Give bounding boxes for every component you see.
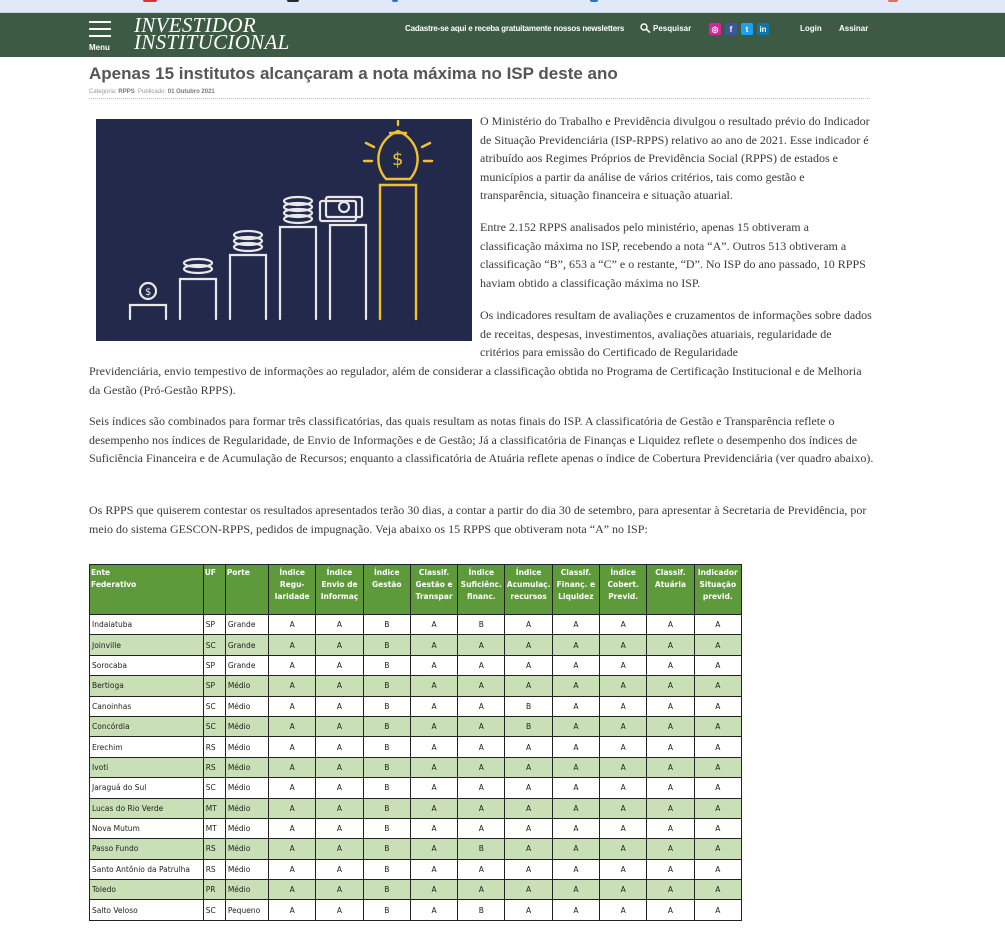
table-cell: Bertioga xyxy=(90,676,204,696)
table-cell: A xyxy=(269,839,316,859)
table-cell: RS xyxy=(203,737,225,757)
table-cell: A xyxy=(647,798,694,818)
table-cell: A xyxy=(647,757,694,777)
table-cell: A xyxy=(600,757,647,777)
table-cell: A xyxy=(600,635,647,655)
meta-published: 01 Outubro 2021 xyxy=(167,89,215,95)
table-cell: B xyxy=(363,859,410,879)
table-cell: A xyxy=(458,778,505,798)
table-cell: A xyxy=(694,615,741,635)
table-cell: A xyxy=(410,778,457,798)
table-cell: Médio xyxy=(225,757,268,777)
table-cell: Médio xyxy=(225,818,268,838)
table-cell: A xyxy=(647,655,694,675)
table-cell: A xyxy=(316,635,363,655)
table-cell: A xyxy=(647,615,694,635)
table-cell: SP xyxy=(203,655,225,675)
table-cell: A xyxy=(647,880,694,900)
money-growth-illustration xyxy=(96,119,472,341)
table-cell: Lucas do Rio Verde xyxy=(90,798,204,818)
table-cell: A xyxy=(694,676,741,696)
article-title: Apenas 15 institutos alcançaram a nota máxima no ISP deste ano xyxy=(89,64,618,83)
table-cell: A xyxy=(410,737,457,757)
table-cell: A xyxy=(458,655,505,675)
table-cell: A xyxy=(600,676,647,696)
table-cell: SC xyxy=(203,716,225,736)
table-cell: A xyxy=(458,635,505,655)
table-cell: Médio xyxy=(225,778,268,798)
table-cell: A xyxy=(316,798,363,818)
table-cell: A xyxy=(552,880,599,900)
table-cell: B xyxy=(363,716,410,736)
article-meta xyxy=(89,89,215,95)
table-cell: A xyxy=(269,635,316,655)
table-row xyxy=(90,716,742,736)
search-icon xyxy=(640,23,651,33)
linkedin-icon[interactable]: in xyxy=(757,23,769,35)
table-cell: A xyxy=(505,635,552,655)
article-paragraph-3b: Previdenciária, envio tempestivo de informações ao regulador, além de considerar a classificação obtida no Programa de Certificação Institucional e de Melhoria da Gestão (Pró-Gestão RPPS). xyxy=(89,364,862,397)
table-cell: A xyxy=(316,839,363,859)
column-header: Índice Acumulaç. recursos xyxy=(505,565,552,615)
table-cell: A xyxy=(269,880,316,900)
table-cell: A xyxy=(505,655,552,675)
instagram-icon[interactable]: ◎ xyxy=(709,23,721,35)
social-links xyxy=(709,23,769,35)
table-cell: RS xyxy=(203,859,225,879)
table-cell: A xyxy=(458,818,505,838)
table-cell: A xyxy=(410,635,457,655)
table-cell: A xyxy=(269,655,316,675)
table-cell: B xyxy=(363,900,410,920)
table-row xyxy=(90,655,742,675)
facebook-icon[interactable]: f xyxy=(725,23,737,35)
column-header: Classif. Finanç. e Liquidez xyxy=(552,565,599,615)
table-cell: Passo Fundo xyxy=(90,839,204,859)
table-cell: A xyxy=(458,880,505,900)
table-cell: A xyxy=(552,839,599,859)
table-cell: A xyxy=(694,696,741,716)
table-cell: A xyxy=(269,798,316,818)
table-cell: B xyxy=(505,716,552,736)
table-cell: Médio xyxy=(225,696,268,716)
table-cell: A xyxy=(269,859,316,879)
table-cell: A xyxy=(647,676,694,696)
table-row xyxy=(90,839,742,859)
table-cell: RS xyxy=(203,839,225,859)
table-cell: A xyxy=(505,757,552,777)
table-cell: B xyxy=(363,757,410,777)
meta-category[interactable]: RPPS xyxy=(118,89,135,95)
table-cell: PR xyxy=(203,880,225,900)
table-cell: Médio xyxy=(225,676,268,696)
article-paragraph-2: Entre 2.152 RPPS analisados pelo ministério, apenas 15 obtiveram a classificação máxima no ISP, recebendo a nota “A”. Outros 513 obtiveram a classificação “B”, 653 a “C” e o restante, “D”. No ISP do ano passado, 10 RPPS haviam obtido a classificação máxima no ISP. xyxy=(480,220,866,290)
table-cell: A xyxy=(316,696,363,716)
table-cell: A xyxy=(600,716,647,736)
table-cell: A xyxy=(410,615,457,635)
table-cell: RS xyxy=(203,757,225,777)
table-cell: A xyxy=(269,696,316,716)
table-cell: A xyxy=(600,696,647,716)
table-cell: Grande xyxy=(225,655,268,675)
table-cell: A xyxy=(552,737,599,757)
table-cell: A xyxy=(458,716,505,736)
browser-strip xyxy=(0,0,1005,13)
table-cell: A xyxy=(694,737,741,757)
strip-fragment xyxy=(392,0,398,2)
table-cell: SC xyxy=(203,635,225,655)
table-cell: A xyxy=(552,655,599,675)
table-cell: B xyxy=(363,798,410,818)
table-cell: A xyxy=(316,655,363,675)
table-cell: A xyxy=(269,716,316,736)
table-cell: SP xyxy=(203,676,225,696)
table-cell: A xyxy=(647,696,694,716)
table-cell: Salto Veloso xyxy=(90,900,204,920)
article-paragraph-5: Os RPPS que quiserem contestar os resultados apresentados terão 30 dias, a contar a partir do dia 30 de setembro, para apresentar à Secretaria de Previdência, por meio do sistema GESCON-RPPS, pedidos de impugnação. Veja abaixo os 15 RPPS que obtiveram nota “A” no ISP: xyxy=(89,503,867,536)
subscribe-link[interactable]: Assinar xyxy=(839,24,869,33)
table-cell: A xyxy=(694,655,741,675)
table-cell: Nova Mutum xyxy=(90,818,204,838)
article-image xyxy=(96,119,472,341)
table-cell: A xyxy=(552,798,599,818)
table-cell: A xyxy=(647,635,694,655)
table-cell: A xyxy=(316,757,363,777)
table-cell: A xyxy=(552,818,599,838)
table-cell: A xyxy=(694,818,741,838)
table-cell: B xyxy=(363,778,410,798)
table-cell: A xyxy=(505,818,552,838)
table-cell: Médio xyxy=(225,880,268,900)
table-cell: A xyxy=(269,615,316,635)
table-cell: A xyxy=(269,818,316,838)
table-cell: Médio xyxy=(225,737,268,757)
table-cell: A xyxy=(552,716,599,736)
login-link[interactable]: Login xyxy=(800,24,822,33)
table-cell: A xyxy=(505,778,552,798)
column-header: Índice Envio de Informaç xyxy=(316,565,363,615)
twitter-icon[interactable]: t xyxy=(741,23,753,35)
table-cell: Grande xyxy=(225,635,268,655)
strip-fragment xyxy=(888,0,898,2)
table-cell: A xyxy=(694,900,741,920)
svg-text:$: $ xyxy=(392,149,404,170)
table-cell: A xyxy=(694,716,741,736)
table-cell: A xyxy=(316,716,363,736)
site-logo[interactable] xyxy=(134,13,290,54)
table-cell: Canoinhas xyxy=(90,696,204,716)
table-cell: Médio xyxy=(225,716,268,736)
table-row xyxy=(90,635,742,655)
table-cell: B xyxy=(363,655,410,675)
table-cell: A xyxy=(410,676,457,696)
table-cell: A xyxy=(316,676,363,696)
table-cell: Pequeno xyxy=(225,900,268,920)
table-cell: A xyxy=(600,655,647,675)
table-cell: A xyxy=(694,859,741,879)
table-cell: A xyxy=(410,655,457,675)
table-cell: A xyxy=(269,778,316,798)
table-cell: Jaraguá do Sul xyxy=(90,778,204,798)
table-cell: A xyxy=(600,839,647,859)
table-cell: A xyxy=(647,900,694,920)
table-cell: A xyxy=(647,859,694,879)
table-row xyxy=(90,798,742,818)
table-cell: B xyxy=(363,839,410,859)
column-header: UF xyxy=(203,565,225,615)
table-cell: Sorocaba xyxy=(90,655,204,675)
table-cell: A xyxy=(647,778,694,798)
column-header: Indicador Situação previd. xyxy=(694,565,741,615)
table-row xyxy=(90,676,742,696)
table-cell: A xyxy=(316,615,363,635)
table-row xyxy=(90,737,742,757)
column-header: Ente Federativo xyxy=(90,565,204,615)
table-cell: A xyxy=(316,859,363,879)
meta-published-label: Publicado: xyxy=(138,89,167,95)
table-cell: B xyxy=(363,880,410,900)
article-paragraph-1: O Ministério do Trabalho e Previdência divulgou o resultado prévio do Indicador de Situação Previdenciária (ISP-RPPS) relativo ao ano de 2021. Esse indicador é atribuído aos Regimes Próprios de Previdência Social (RPPS) de estados e municípios a partir da análise de vários critérios, tais como gestão e transparência, situação financeira e situação atuarial. xyxy=(480,114,870,202)
newsletter-link[interactable]: Cadastre-se aqui e receba gratuitamente nossos newsletters xyxy=(405,24,625,33)
table-cell: Ivoti xyxy=(90,757,204,777)
article-paragraph-4: Seis índices são combinados para formar três classificatórias, das quais resultam as notas finais do ISP. A classificatória de Gestão e Transparência reflete o desempenho nos índices de Regularidade, de Envio de Informações e de Gestão; Já a classificatória de Finanças e Liquidez reflete o desempenho dos índices de Suficiência Financeira e de Acumulação de Recursos; enquanto a classificatória de Atuária reflete apenas o índice de Cobertura Previdenciária (ver quadro abaixo). xyxy=(89,414,874,465)
table-cell: Médio xyxy=(225,798,268,818)
table-cell: B xyxy=(505,696,552,716)
table-row xyxy=(90,615,742,635)
hamburger-icon xyxy=(89,35,111,37)
table-cell: Médio xyxy=(225,859,268,879)
table-cell: A xyxy=(647,737,694,757)
table-cell: A xyxy=(505,880,552,900)
search-label: Pesquisar xyxy=(653,23,692,33)
table-cell: A xyxy=(647,818,694,838)
table-cell: A xyxy=(600,737,647,757)
table-cell: Grande xyxy=(225,615,268,635)
table-cell: B xyxy=(363,615,410,635)
table-cell: B xyxy=(363,635,410,655)
table-cell: A xyxy=(269,757,316,777)
table-cell: Toledo xyxy=(90,880,204,900)
table-cell: A xyxy=(410,880,457,900)
table-cell: A xyxy=(410,900,457,920)
strip-fragment xyxy=(143,0,157,2)
table-cell: A xyxy=(552,859,599,879)
table-cell: A xyxy=(316,778,363,798)
table-cell: A xyxy=(316,880,363,900)
table-cell: A xyxy=(316,900,363,920)
table-cell: A xyxy=(505,615,552,635)
table-cell: A xyxy=(316,737,363,757)
table-cell: A xyxy=(552,635,599,655)
table-cell: Concórdia xyxy=(90,716,204,736)
table-cell: A xyxy=(269,737,316,757)
table-cell: A xyxy=(505,900,552,920)
strip-fragment xyxy=(287,0,299,2)
strip-fragment xyxy=(590,0,598,2)
logo-line-2: INSTITUCIONAL xyxy=(134,30,290,54)
column-header: Índice Regu- laridade xyxy=(269,565,316,615)
table-cell: A xyxy=(600,900,647,920)
table-cell: A xyxy=(410,859,457,879)
table-cell: SC xyxy=(203,778,225,798)
column-header: Classif. Gestão e Transpar xyxy=(410,565,457,615)
table-cell: B xyxy=(458,839,505,859)
table-cell: A xyxy=(647,839,694,859)
table-cell: A xyxy=(458,737,505,757)
table-cell: A xyxy=(600,859,647,879)
column-header: Classif. Atuária xyxy=(647,565,694,615)
table-cell: A xyxy=(410,818,457,838)
table-header-row xyxy=(90,565,742,615)
title-divider xyxy=(89,98,870,99)
table-row xyxy=(90,880,742,900)
column-header: Porte xyxy=(225,565,268,615)
table-cell: A xyxy=(552,778,599,798)
table-cell: A xyxy=(552,696,599,716)
table-cell: A xyxy=(694,839,741,859)
logo-line-1: INVESTIDOR xyxy=(134,13,256,37)
table-cell: A xyxy=(410,716,457,736)
table-cell: A xyxy=(410,798,457,818)
table-cell: A xyxy=(410,757,457,777)
table-cell: A xyxy=(269,676,316,696)
svg-text:$: $ xyxy=(145,287,152,298)
table-cell: A xyxy=(694,880,741,900)
table-cell: SP xyxy=(203,615,225,635)
table-cell: SC xyxy=(203,696,225,716)
table-cell: A xyxy=(694,778,741,798)
site-header xyxy=(0,13,1005,57)
table-cell: A xyxy=(647,716,694,736)
table-cell: A xyxy=(458,757,505,777)
column-header: Índice Cobert. Previd. xyxy=(600,565,647,615)
table-cell: Erechim xyxy=(90,737,204,757)
table-cell: A xyxy=(410,696,457,716)
table-cell: A xyxy=(505,798,552,818)
table-row xyxy=(90,818,742,838)
table-cell: A xyxy=(505,859,552,879)
table-cell: A xyxy=(600,778,647,798)
table-cell: A xyxy=(552,900,599,920)
column-header: Índice Gestão xyxy=(363,565,410,615)
table-cell: A xyxy=(458,798,505,818)
table-row xyxy=(90,900,742,920)
menu-button[interactable] xyxy=(89,21,115,53)
table-cell: A xyxy=(600,615,647,635)
table-cell: A xyxy=(694,635,741,655)
table-cell: Joinville xyxy=(90,635,204,655)
table-cell: A xyxy=(458,859,505,879)
hamburger-icon xyxy=(89,28,111,30)
table-cell: SC xyxy=(203,900,225,920)
table-cell: Médio xyxy=(225,839,268,859)
article-paragraph-3a: Os indicadores resultam de avaliações e cruzamentos de informações sobre dados de receitas, despesas, investimentos, avaliações atuariais, regularidade de critérios para emissão do Certificado de Regularidade xyxy=(480,308,872,359)
table-cell: A xyxy=(600,818,647,838)
table-cell: A xyxy=(505,839,552,859)
isp-results-table xyxy=(89,564,742,921)
table-cell: B xyxy=(458,900,505,920)
table-cell: A xyxy=(316,818,363,838)
table-cell: A xyxy=(505,737,552,757)
table-cell: A xyxy=(694,798,741,818)
table-cell: A xyxy=(552,615,599,635)
table-row xyxy=(90,778,742,798)
table-row xyxy=(90,696,742,716)
table-cell: Indaiatuba xyxy=(90,615,204,635)
table-cell: MT xyxy=(203,798,225,818)
table-cell: A xyxy=(600,798,647,818)
table-cell: B xyxy=(363,818,410,838)
table-cell: B xyxy=(363,737,410,757)
search-button[interactable] xyxy=(640,23,691,33)
table-cell: Santo Antônio da Patrulha xyxy=(90,859,204,879)
table-cell: A xyxy=(552,757,599,777)
table-cell: A xyxy=(458,676,505,696)
table-cell: A xyxy=(694,757,741,777)
table-row xyxy=(90,757,742,777)
table-cell: B xyxy=(363,676,410,696)
table-cell: MT xyxy=(203,818,225,838)
table-cell: B xyxy=(363,696,410,716)
hamburger-icon xyxy=(89,21,111,23)
table-cell: B xyxy=(458,615,505,635)
table-cell: A xyxy=(505,676,552,696)
menu-label: Menu xyxy=(89,43,110,52)
table-cell: A xyxy=(552,676,599,696)
column-header: Índice Suficiênc. financ. xyxy=(458,565,505,615)
table-cell: A xyxy=(410,839,457,859)
meta-category-label: Categoria: xyxy=(89,89,117,95)
table-cell: A xyxy=(600,880,647,900)
table-row xyxy=(90,859,742,879)
table-cell: A xyxy=(269,900,316,920)
table-cell: A xyxy=(458,696,505,716)
